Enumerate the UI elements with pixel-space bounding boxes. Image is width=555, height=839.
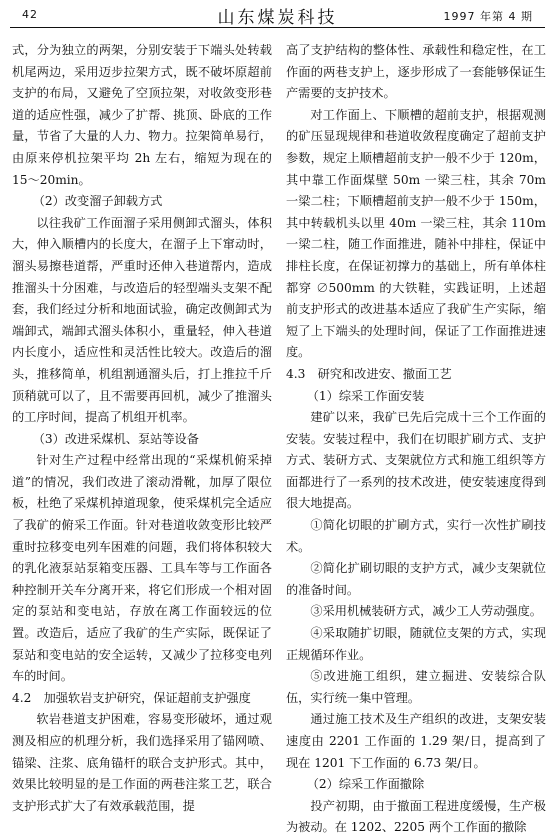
section-heading: （1）综采工作面安装: [306, 388, 425, 403]
paragraph: 软岩巷道支护困难，容易变形破坏，通过观测及相应的机理分析，我们选择采用了锚网喷、锚梁、注浆、底角锚杆的联合支护形式。其中，效果比较明显的是工作面的两巷注浆工艺，联合支护形式扩大了有效承载范围，提: [12, 712, 272, 813]
paragraph: ②简化扩刷切眼的支护方式，减少支架就位的准备时间。: [286, 561, 546, 597]
section-heading: 4.2 加强软岩支护研究，保证超前支护强度: [12, 690, 251, 705]
paragraph: 通过施工技术及生产组织的改进，支架安装速度由 2201 工作面的 1.29 架/日，提高到了现在 1201 下工作面的 6.73 架/日。: [286, 712, 546, 770]
paragraph: ①简化切眼的扩刷方式，实行一次性扩刷技术。: [286, 518, 546, 554]
page-number: 42: [22, 8, 38, 21]
paragraph: 高了支护结构的整体性、承载性和稳定性，在工作面的两巷支护上，逐步形成了一套能够保证生产需要的支护技术。: [286, 43, 546, 101]
section-heading: （3）改进采煤机、泵站等设备: [32, 431, 199, 446]
paragraph: 投产初期，由于撤面工程进度缓慢，生产极为被动。在 1202、2205 两个工作面的撤除: [286, 798, 546, 835]
paragraph: 式，分为独立的两架，分别安装于下端头处转载机尾两边，采用迈步拉架方式，既不破坏原超前支护的布局，又避免了空顶拉架，对收敛变形巷道的适应性强，减少了扩帮、挑顶、卧底的工作量，节省了大量的人力、物力。拉架简单易行，由原来停机拉架平均 2h 左右，缩短为现在的 15～20min。: [12, 43, 272, 187]
header-rule: [10, 27, 545, 28]
page-header: [0, 0, 555, 30]
paragraph: 对工作面上、下顺槽的超前支护，根据观测的矿压显现规律和巷道收敛程度确定了超前支护参数，规定上顺槽超前支护一般不少于 120m，其中靠工作面煤壁 50m 一梁三柱，其余 70m 一梁二柱；下顺槽超前支护一般不少于 150m，其中转载机头以里 40m 一梁三柱，其余 110m 一梁二柱，随工作面推进，随补中排柱，保证中排柱长度，在保证初撑力的基础上，所有单体柱都穿 ∅500mm 的大铁鞋，实践证明，上述超前支护形式的改进基本适应了我矿生产实际，缩短了上下端头的处理时间，保证了工作面推进速度。: [286, 107, 546, 360]
journal-title: 山东煤炭科技: [217, 8, 338, 28]
paragraph: ⑤改进施工组织，建立掘进、安装综合队伍，实行统一集中管理。: [286, 669, 546, 705]
paragraph: ④采取随扩切眼，随就位支架的方式，实现正规循环作业。: [286, 626, 546, 662]
section-heading: （2）改变溜子卸载方式: [32, 194, 163, 209]
section-heading: （2）综采工作面撤除: [306, 777, 425, 792]
paragraph: ③采用机械装研方式，减少工人劳动强度。: [310, 604, 542, 619]
right-column: [286, 40, 546, 835]
paragraph: 针对生产过程中经常出现的“采煤机俯采掉道”的情况，我们改进了滚动滑靴，加厚了限位板，杜绝了采煤机掉道现象，使采煤机完全适应了我矿的俯采工作面。针对巷道收敛变形比较严重时拉移变电列车困难的问题，我们将体积较大的乳化液泵站泵箱变压器、工具车等与工作面各种控制开关车分离开来，将它们形成一个相对固定的泵站和变电站，存放在离工作面较远的位置。改造后，适应了我矿的生产实际，既保证了泵站和变电站的安全运转，又减少了拉移变电列车的时间。: [12, 453, 272, 684]
paragraph: 以往我矿工作面溜子采用侧卸式溜头，体积大，伸入顺槽内的长度大，在溜子上下窜动时，溜头易擦巷道帮，严重时还伸入巷道帮内，造成推溜头十分困难，与改造后的轻型端头支架不配套，我们经过分析和地面试验，确定改侧卸式为端卸式，端卸式溜头体积小，重量轻，伸入巷道内长度小，适应性和灵活性比较大。改造后的溜头，推移简单，机组割通溜头后，打上推拉千斤顶稍就可以了，且不需要再回机，减少了推溜头的工序时间，提高了机组开机率。: [12, 215, 272, 425]
issue-label: 1997 年第 4 期: [443, 10, 533, 23]
section-heading: 4.3 研究和改进安、撤面工艺: [286, 366, 452, 381]
left-column: [12, 40, 272, 813]
paragraph: 建矿以来，我矿已先后完成十三个工作面的安装。安装过程中，我们在切眼扩刷方式、支护方式、装研方式、支架就位方式和施工组织等方面都进行了一系列的技术改进，使安装速度得到很大地提高。: [286, 410, 546, 511]
